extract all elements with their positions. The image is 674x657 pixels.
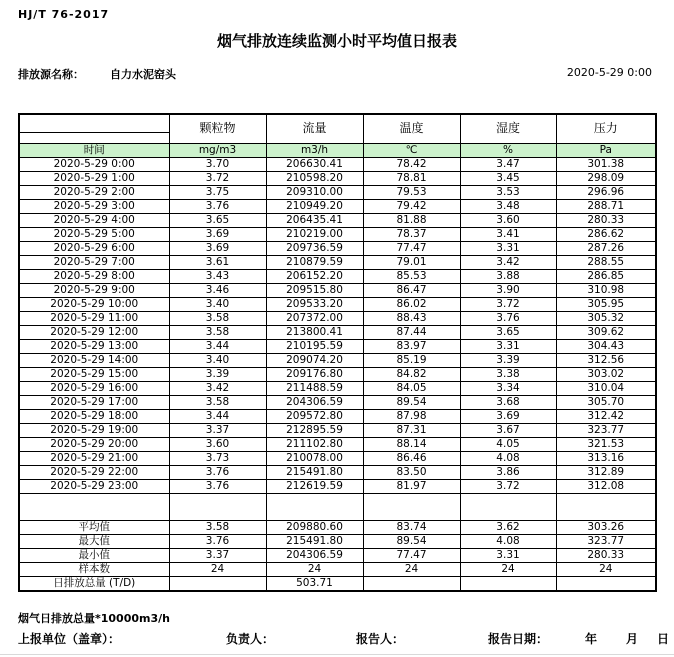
empty-cell bbox=[363, 493, 460, 520]
page-title: 烟气排放连续监测小时平均值日报表 bbox=[216, 32, 457, 50]
empty-cell bbox=[460, 493, 556, 520]
value-cell-3: 3.31 bbox=[460, 241, 556, 255]
daily-total-temperature bbox=[363, 576, 460, 591]
value-cell-0: 3.72 bbox=[169, 171, 266, 185]
time-cell: 2020-5-29 22:00 bbox=[19, 465, 169, 479]
value-cell-4: 303.02 bbox=[556, 367, 656, 381]
value-cell-0: 3.69 bbox=[169, 227, 266, 241]
value-cell-2: 86.46 bbox=[363, 451, 460, 465]
value-cell-2: 81.88 bbox=[363, 213, 460, 227]
value-cell-0: 3.58 bbox=[169, 520, 266, 534]
table-row bbox=[19, 297, 656, 311]
time-cell: 2020-5-29 18:00 bbox=[19, 409, 169, 423]
value-cell-3: 3.42 bbox=[460, 255, 556, 269]
empty-cell bbox=[19, 493, 169, 520]
daily-total-pressure bbox=[556, 576, 656, 591]
value-cell-4: 288.55 bbox=[556, 255, 656, 269]
time-cell: 2020-5-29 17:00 bbox=[19, 395, 169, 409]
table-row bbox=[19, 479, 656, 493]
value-cell-4: 286.85 bbox=[556, 269, 656, 283]
column-header-particulate: 颗粒物 bbox=[169, 114, 266, 143]
value-cell-1: 24 bbox=[266, 562, 363, 576]
value-cell-1: 209176.80 bbox=[266, 367, 363, 381]
value-cell-1: 209880.60 bbox=[266, 520, 363, 534]
value-cell-3: 3.41 bbox=[460, 227, 556, 241]
report-table-container bbox=[18, 113, 657, 592]
value-cell-1: 215491.80 bbox=[266, 534, 363, 548]
value-cell-0: 3.58 bbox=[169, 311, 266, 325]
value-cell-0: 3.42 bbox=[169, 381, 266, 395]
value-cell-0: 3.37 bbox=[169, 423, 266, 437]
value-cell-2: 83.74 bbox=[363, 520, 460, 534]
value-cell-4: 298.09 bbox=[556, 171, 656, 185]
value-cell-1: 204306.59 bbox=[266, 548, 363, 562]
value-cell-4: 321.53 bbox=[556, 437, 656, 451]
value-cell-3: 3.86 bbox=[460, 465, 556, 479]
value-cell-3: 3.72 bbox=[460, 479, 556, 493]
time-cell: 2020-5-29 0:00 bbox=[19, 157, 169, 171]
value-cell-0: 3.58 bbox=[169, 325, 266, 339]
time-cell: 2020-5-29 19:00 bbox=[19, 423, 169, 437]
value-cell-1: 204306.59 bbox=[266, 395, 363, 409]
value-cell-3: 4.05 bbox=[460, 437, 556, 451]
daily-total-flow: 503.71 bbox=[266, 576, 363, 591]
time-cell: 2020-5-29 23:00 bbox=[19, 479, 169, 493]
report-date-label: 报告日期： bbox=[488, 632, 549, 646]
corner-cell-bottom bbox=[19, 132, 169, 143]
value-cell-0: 3.76 bbox=[169, 465, 266, 479]
value-cell-1: 209310.00 bbox=[266, 185, 363, 199]
column-header-pressure: 压力 bbox=[556, 114, 656, 143]
table-row bbox=[19, 395, 656, 409]
value-cell-0: 24 bbox=[169, 562, 266, 576]
value-cell-2: 85.53 bbox=[363, 269, 460, 283]
empty-cell bbox=[169, 493, 266, 520]
source-name-value: 自力水泥窑头 bbox=[110, 68, 176, 81]
value-cell-0: 3.46 bbox=[169, 283, 266, 297]
value-cell-4: 312.56 bbox=[556, 353, 656, 367]
table-row bbox=[19, 157, 656, 171]
time-cell: 2020-5-29 11:00 bbox=[19, 311, 169, 325]
value-cell-3: 3.90 bbox=[460, 283, 556, 297]
time-cell: 2020-5-29 8:00 bbox=[19, 269, 169, 283]
unit-cell-humidity: % bbox=[460, 143, 556, 157]
day-label: 日 bbox=[657, 632, 670, 646]
value-cell-1: 215491.80 bbox=[266, 465, 363, 479]
summary-row bbox=[19, 548, 656, 562]
value-cell-4: 296.96 bbox=[556, 185, 656, 199]
reporter-label: 报告人： bbox=[356, 632, 405, 646]
value-cell-2: 78.81 bbox=[363, 171, 460, 185]
daily-total-row bbox=[19, 576, 656, 591]
table-row bbox=[19, 381, 656, 395]
value-cell-0: 3.76 bbox=[169, 199, 266, 213]
table-row bbox=[19, 465, 656, 479]
time-cell: 2020-5-29 2:00 bbox=[19, 185, 169, 199]
source-name-label: 排放源名称： bbox=[18, 68, 84, 81]
value-cell-1: 210195.59 bbox=[266, 339, 363, 353]
summary-row bbox=[19, 534, 656, 548]
value-cell-3: 3.72 bbox=[460, 297, 556, 311]
time-header-cell: 时间 bbox=[19, 143, 169, 157]
value-cell-3: 3.67 bbox=[460, 423, 556, 437]
bottom-divider bbox=[0, 654, 674, 655]
unit-cell-temperature: ℃ bbox=[363, 143, 460, 157]
time-cell: 2020-5-29 7:00 bbox=[19, 255, 169, 269]
value-cell-2: 87.98 bbox=[363, 409, 460, 423]
value-cell-4: 309.62 bbox=[556, 325, 656, 339]
value-cell-0: 3.75 bbox=[169, 185, 266, 199]
value-cell-3: 3.31 bbox=[460, 339, 556, 353]
table-row bbox=[19, 451, 656, 465]
value-cell-2: 88.14 bbox=[363, 437, 460, 451]
table-row bbox=[19, 367, 656, 381]
value-cell-1: 209572.80 bbox=[266, 409, 363, 423]
value-cell-4: 310.98 bbox=[556, 283, 656, 297]
value-cell-0: 3.43 bbox=[169, 269, 266, 283]
time-cell: 2020-5-29 10:00 bbox=[19, 297, 169, 311]
summary-label: 最大值 bbox=[19, 534, 169, 548]
unit-cell-flow: m3/h bbox=[266, 143, 363, 157]
value-cell-0: 3.44 bbox=[169, 339, 266, 353]
signature-line bbox=[0, 630, 674, 646]
value-cell-3: 4.08 bbox=[460, 451, 556, 465]
value-cell-4: 303.26 bbox=[556, 520, 656, 534]
table-row bbox=[19, 409, 656, 423]
summary-row bbox=[19, 562, 656, 576]
report-table bbox=[18, 113, 657, 592]
daily-total-humidity bbox=[460, 576, 556, 591]
value-cell-2: 81.97 bbox=[363, 479, 460, 493]
separator-row bbox=[19, 493, 656, 520]
value-cell-3: 3.62 bbox=[460, 520, 556, 534]
value-cell-0: 3.69 bbox=[169, 241, 266, 255]
value-cell-4: 323.77 bbox=[556, 423, 656, 437]
value-cell-3: 3.45 bbox=[460, 171, 556, 185]
value-cell-4: 301.38 bbox=[556, 157, 656, 171]
value-cell-2: 88.43 bbox=[363, 311, 460, 325]
header-row bbox=[19, 114, 656, 132]
value-cell-2: 84.05 bbox=[363, 381, 460, 395]
value-cell-4: 280.33 bbox=[556, 548, 656, 562]
table-row bbox=[19, 353, 656, 367]
value-cell-3: 4.08 bbox=[460, 534, 556, 548]
value-cell-3: 3.53 bbox=[460, 185, 556, 199]
table-row bbox=[19, 339, 656, 353]
year-label: 年 bbox=[585, 632, 598, 646]
summary-label: 样本数 bbox=[19, 562, 169, 576]
value-cell-4: 304.43 bbox=[556, 339, 656, 353]
value-cell-4: 305.32 bbox=[556, 311, 656, 325]
value-cell-2: 79.53 bbox=[363, 185, 460, 199]
column-header-humidity: 湿度 bbox=[460, 114, 556, 143]
value-cell-1: 206152.20 bbox=[266, 269, 363, 283]
summary-row bbox=[19, 520, 656, 534]
value-cell-2: 79.01 bbox=[363, 255, 460, 269]
value-cell-1: 209736.59 bbox=[266, 241, 363, 255]
value-cell-2: 87.44 bbox=[363, 325, 460, 339]
value-cell-2: 78.37 bbox=[363, 227, 460, 241]
time-cell: 2020-5-29 14:00 bbox=[19, 353, 169, 367]
value-cell-2: 78.42 bbox=[363, 157, 460, 171]
value-cell-0: 3.76 bbox=[169, 534, 266, 548]
value-cell-0: 3.58 bbox=[169, 395, 266, 409]
value-cell-0: 3.61 bbox=[169, 255, 266, 269]
value-cell-1: 210078.00 bbox=[266, 451, 363, 465]
value-cell-1: 209515.80 bbox=[266, 283, 363, 297]
time-cell: 2020-5-29 5:00 bbox=[19, 227, 169, 241]
month-label: 月 bbox=[626, 632, 639, 646]
time-cell: 2020-5-29 12:00 bbox=[19, 325, 169, 339]
value-cell-0: 3.76 bbox=[169, 479, 266, 493]
time-cell: 2020-5-29 21:00 bbox=[19, 451, 169, 465]
value-cell-3: 3.38 bbox=[460, 367, 556, 381]
value-cell-1: 209533.20 bbox=[266, 297, 363, 311]
value-cell-3: 3.68 bbox=[460, 395, 556, 409]
value-cell-1: 212895.59 bbox=[266, 423, 363, 437]
value-cell-1: 210219.00 bbox=[266, 227, 363, 241]
table-row bbox=[19, 423, 656, 437]
reporting-unit-label: 上报单位（盖章）： bbox=[18, 632, 121, 646]
time-cell: 2020-5-29 20:00 bbox=[19, 437, 169, 451]
value-cell-4: 313.16 bbox=[556, 451, 656, 465]
value-cell-3: 3.60 bbox=[460, 213, 556, 227]
value-cell-1: 210879.59 bbox=[266, 255, 363, 269]
value-cell-4: 312.42 bbox=[556, 409, 656, 423]
value-cell-1: 211488.59 bbox=[266, 381, 363, 395]
column-header-flow: 流量 bbox=[266, 114, 363, 143]
empty-cell bbox=[266, 493, 363, 520]
value-cell-3: 3.31 bbox=[460, 548, 556, 562]
value-cell-4: 280.33 bbox=[556, 213, 656, 227]
value-cell-3: 3.69 bbox=[460, 409, 556, 423]
emission-total-note: 烟气日排放总量*10000m3/h bbox=[18, 612, 170, 625]
value-cell-3: 3.47 bbox=[460, 157, 556, 171]
value-cell-1: 211102.80 bbox=[266, 437, 363, 451]
value-cell-0: 3.73 bbox=[169, 451, 266, 465]
value-cell-2: 89.54 bbox=[363, 395, 460, 409]
responsible-person-label: 负责人： bbox=[226, 632, 275, 646]
value-cell-4: 323.77 bbox=[556, 534, 656, 548]
value-cell-2: 83.97 bbox=[363, 339, 460, 353]
value-cell-0: 3.60 bbox=[169, 437, 266, 451]
value-cell-2: 83.50 bbox=[363, 465, 460, 479]
value-cell-2: 89.54 bbox=[363, 534, 460, 548]
value-cell-0: 3.39 bbox=[169, 367, 266, 381]
value-cell-3: 3.39 bbox=[460, 353, 556, 367]
value-cell-1: 206630.41 bbox=[266, 157, 363, 171]
value-cell-3: 3.48 bbox=[460, 199, 556, 213]
summary-label: 最小值 bbox=[19, 548, 169, 562]
time-cell: 2020-5-29 1:00 bbox=[19, 171, 169, 185]
table-row bbox=[19, 255, 656, 269]
value-cell-0: 3.40 bbox=[169, 353, 266, 367]
time-cell: 2020-5-29 13:00 bbox=[19, 339, 169, 353]
value-cell-4: 24 bbox=[556, 562, 656, 576]
value-cell-3: 3.88 bbox=[460, 269, 556, 283]
unit-cell-particulate: mg/m3 bbox=[169, 143, 266, 157]
value-cell-0: 3.65 bbox=[169, 213, 266, 227]
corner-cell-top bbox=[19, 114, 169, 132]
summary-label: 平均值 bbox=[19, 520, 169, 534]
value-cell-2: 77.47 bbox=[363, 241, 460, 255]
value-cell-4: 310.04 bbox=[556, 381, 656, 395]
unit-row bbox=[19, 143, 656, 157]
value-cell-2: 87.31 bbox=[363, 423, 460, 437]
value-cell-1: 206435.41 bbox=[266, 213, 363, 227]
value-cell-4: 305.70 bbox=[556, 395, 656, 409]
value-cell-3: 3.34 bbox=[460, 381, 556, 395]
source-line bbox=[18, 66, 656, 82]
value-cell-0: 3.40 bbox=[169, 297, 266, 311]
value-cell-2: 86.02 bbox=[363, 297, 460, 311]
time-cell: 2020-5-29 3:00 bbox=[19, 199, 169, 213]
value-cell-4: 312.08 bbox=[556, 479, 656, 493]
value-cell-1: 213800.41 bbox=[266, 325, 363, 339]
daily-total-label: 日排放总量 (T/D) bbox=[19, 576, 169, 591]
value-cell-3: 3.65 bbox=[460, 325, 556, 339]
value-cell-3: 24 bbox=[460, 562, 556, 576]
value-cell-3: 3.76 bbox=[460, 311, 556, 325]
table-row bbox=[19, 227, 656, 241]
table-row bbox=[19, 171, 656, 185]
table-row bbox=[19, 325, 656, 339]
table-row bbox=[19, 241, 656, 255]
value-cell-4: 305.95 bbox=[556, 297, 656, 311]
value-cell-2: 86.47 bbox=[363, 283, 460, 297]
value-cell-0: 3.44 bbox=[169, 409, 266, 423]
standard-number: HJ/T 76-2017 bbox=[18, 8, 110, 21]
value-cell-2: 79.42 bbox=[363, 199, 460, 213]
table-row bbox=[19, 269, 656, 283]
value-cell-2: 24 bbox=[363, 562, 460, 576]
time-cell: 2020-5-29 15:00 bbox=[19, 367, 169, 381]
time-cell: 2020-5-29 16:00 bbox=[19, 381, 169, 395]
unit-cell-pressure: Pa bbox=[556, 143, 656, 157]
time-cell: 2020-5-29 4:00 bbox=[19, 213, 169, 227]
time-cell: 2020-5-29 9:00 bbox=[19, 283, 169, 297]
report-datetime: 2020-5-29 0:00 bbox=[566, 66, 652, 79]
table-row bbox=[19, 311, 656, 325]
value-cell-0: 3.37 bbox=[169, 548, 266, 562]
value-cell-4: 286.62 bbox=[556, 227, 656, 241]
value-cell-0: 3.70 bbox=[169, 157, 266, 171]
time-cell: 2020-5-29 6:00 bbox=[19, 241, 169, 255]
table-row bbox=[19, 199, 656, 213]
empty-cell bbox=[556, 493, 656, 520]
table-row bbox=[19, 185, 656, 199]
value-cell-4: 287.26 bbox=[556, 241, 656, 255]
value-cell-2: 85.19 bbox=[363, 353, 460, 367]
value-cell-2: 84.82 bbox=[363, 367, 460, 381]
value-cell-1: 212619.59 bbox=[266, 479, 363, 493]
value-cell-1: 209074.20 bbox=[266, 353, 363, 367]
table-row bbox=[19, 213, 656, 227]
value-cell-4: 312.89 bbox=[556, 465, 656, 479]
daily-total-particulate bbox=[169, 576, 266, 591]
table-row bbox=[19, 437, 656, 451]
value-cell-2: 77.47 bbox=[363, 548, 460, 562]
table-row bbox=[19, 283, 656, 297]
column-header-temperature: 温度 bbox=[363, 114, 460, 143]
value-cell-4: 288.71 bbox=[556, 199, 656, 213]
value-cell-1: 207372.00 bbox=[266, 311, 363, 325]
value-cell-1: 210949.20 bbox=[266, 199, 363, 213]
value-cell-1: 210598.20 bbox=[266, 171, 363, 185]
